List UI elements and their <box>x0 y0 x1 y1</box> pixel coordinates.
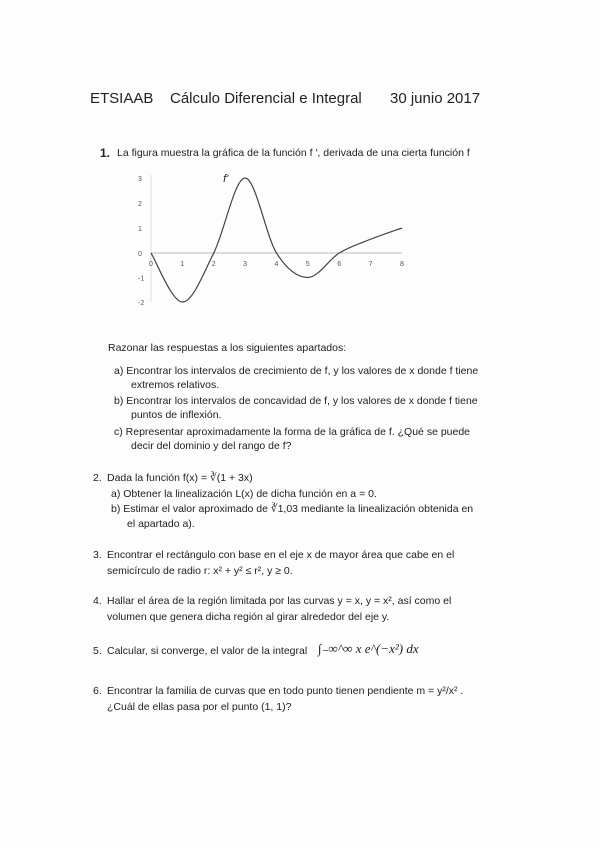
school: ETSIAAB <box>90 90 154 107</box>
series-line <box>151 178 402 302</box>
q5-formula: ∫₋∞^∞ x e^(−x²) dx <box>318 641 419 656</box>
q1-b-line1: b) Encontrar los intervalos de concavidad de f, y los valores de x donde f tiene <box>114 395 478 407</box>
q1-c-line1: c) Representar aproximadamente la forma de la gráfica de f. ¿Qué se puede <box>114 426 471 438</box>
q1-b-line2: puntos de inflexión. <box>131 409 222 421</box>
q2-a: a) Obtener la linealización L(x) de dicha función en a = 0. <box>111 488 377 500</box>
q4-line1: Hallar el área de la región limitada por las curvas y = x, y = x², así como el <box>107 595 452 607</box>
q3-number: 3. <box>93 549 102 561</box>
x-tick-label: 7 <box>368 261 373 268</box>
q1-a-line1: a) Encontrar los intervalos de crecimiento de f, y los valores de x donde f tiene <box>114 365 479 377</box>
q4-number: 4. <box>93 595 102 607</box>
q1-number: 1. <box>100 146 111 160</box>
q3-line2: semicírculo de radio r: x² + y² ≤ r², y ≥ 0. <box>107 565 293 577</box>
q2-b-line1: b) Estimar el valor aproximado de ∛1,03 mediante la linealización obtenida en <box>111 503 474 515</box>
x-tick-label: 4 <box>274 261 279 268</box>
subject: Cálculo Diferencial e Integral <box>170 90 362 107</box>
y-tick-label: 1 <box>138 226 142 233</box>
y-tick-label: 2 <box>138 201 142 208</box>
q1-c-line2: decir del dominio y del rango de f? <box>131 440 292 452</box>
q1-reason: Razonar las respuestas a los siguientes apartados: <box>108 342 347 354</box>
y-tick-label: 0 <box>138 251 142 258</box>
q2-number: 2. <box>93 472 102 484</box>
y-tick-label: -2 <box>138 300 145 307</box>
chart-title: f' <box>223 173 229 185</box>
x-tick-label: 8 <box>400 261 404 268</box>
x-tick-label: 0 <box>149 261 153 268</box>
y-tick-label: 3 <box>138 176 142 183</box>
q6-line1: Encontrar la familia de curvas que en todo punto tienen pendiente m = y²/x² . <box>107 685 464 697</box>
q2-text: Dada la función f(x) = ∛(1 + 3x) <box>107 472 253 484</box>
q5-number: 5. <box>93 645 102 657</box>
x-tick-label: 3 <box>243 261 248 268</box>
x-tick-label: 1 <box>180 261 185 268</box>
y-tick-label: -1 <box>138 275 145 283</box>
x-tick-label: 6 <box>337 261 342 268</box>
x-tick-label: 5 <box>305 261 310 268</box>
q5-text: Calcular, si converge, el valor de la integral <box>107 645 308 657</box>
q3-line1: Encontrar el rectángulo con base en el eje x de mayor área que cabe en el <box>107 549 455 561</box>
q2-b-line2: el apartado a). <box>127 518 195 530</box>
date: 30 junio 2017 <box>390 90 481 107</box>
derivative-chart <box>130 165 420 310</box>
q6-line2: ¿Cuál de ellas pasa por el punto (1, 1)? <box>107 701 292 713</box>
q1-text: La figura muestra la gráfica de la función f ′, derivada de una cierta función f <box>117 147 470 159</box>
q4-line2: volumen que genera dicha región al girar alrededor del eje y. <box>107 611 390 623</box>
q1-a-line2: extremos relativos. <box>131 379 220 391</box>
x-tick-label: 2 <box>211 261 216 268</box>
q6-number: 6. <box>93 685 102 697</box>
